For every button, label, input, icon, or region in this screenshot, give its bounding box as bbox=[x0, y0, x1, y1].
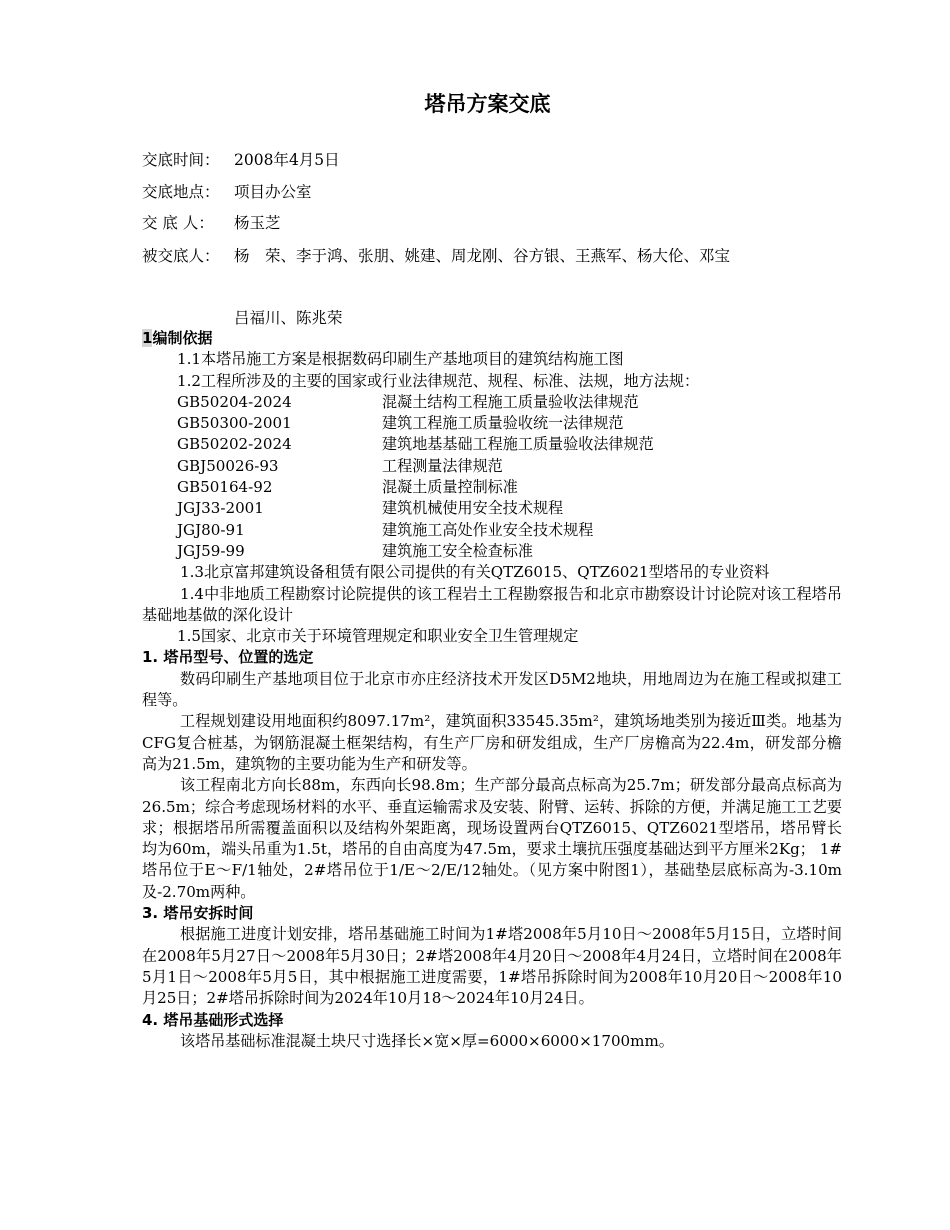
section-1-item-3: 1.3北京富邦建筑设备租赁有限公司提供的有关QTZ6015、QTZ6021型塔吊的专业资料 bbox=[180, 563, 770, 582]
section-1-number: 1 bbox=[142, 329, 153, 347]
section-1-item-2: 1.2工程所涉及的主要的国家或行业法律规范、规程、标准、法规，地方法规： bbox=[177, 371, 700, 390]
standard-code: GBJ50026-93 bbox=[177, 456, 279, 475]
standard-row bbox=[142, 456, 842, 477]
info-place-value: 项目办公室 bbox=[234, 183, 312, 201]
standard-code: GB50204-2024 bbox=[177, 392, 292, 411]
standard-name: 建筑工程施工质量验收统一法律规范 bbox=[382, 414, 624, 433]
section-2-heading: 1. 塔吊型号、位置的选定 bbox=[142, 648, 314, 667]
standard-row bbox=[142, 498, 842, 519]
section-1-item-1: 1.1本塔吊施工方案是根据数码印刷生产基地项目的建筑结构施工图 bbox=[177, 350, 624, 369]
standard-row bbox=[142, 392, 842, 413]
info-presenter bbox=[142, 211, 281, 233]
standard-code: GB50164-92 bbox=[177, 478, 273, 497]
standard-code: JGJ33-2001 bbox=[177, 499, 264, 518]
section-1-title: 编制依据 bbox=[152, 329, 213, 347]
section-1-heading bbox=[142, 328, 842, 349]
standard-row bbox=[142, 413, 842, 434]
standard-code: JGJ59-99 bbox=[177, 541, 245, 560]
document-title: 塔吊方案交底 bbox=[424, 92, 551, 116]
info-presenter-value: 杨玉芝 bbox=[234, 214, 281, 232]
info-presenter-label: 交 底 人： bbox=[142, 214, 214, 232]
standard-name: 建筑地基基础工程施工质量验收法律规范 bbox=[382, 435, 654, 454]
standard-row bbox=[142, 541, 842, 562]
standard-code: GB50202-2024 bbox=[177, 435, 292, 454]
standard-row bbox=[142, 520, 842, 541]
standard-row bbox=[142, 477, 842, 498]
section-4-paragraph-1: 该塔吊基础标准混凝土块尺寸选择长×宽×厚=6000×6000×1700mm。 bbox=[180, 1031, 674, 1050]
section-1-item-5: 1.5国家、北京市关于环境管理规定和职业安全卫生管理规定 bbox=[177, 627, 579, 646]
info-attendees-value: 杨 荣、李于鸿、张朋、姚建、周龙刚、谷方银、王燕军、杨大伦、邓宝 bbox=[234, 247, 731, 265]
section-3-paragraph-1: 根据施工进度计划安排，塔吊基础施工时间为1#塔2008年5月10日～2008年5月15日，立塔时间在2008年5月27日～2008年5月30日；2#塔2008年4月20日～2008年4月24日，立塔时间在2008年5月1日～2008年5月5日，其中根据施工进度需要，1#塔吊拆除时间为2008年10月20日～2008年10月25日；2#塔吊拆除时间为2024年10月18～2024年10月24日。 bbox=[142, 925, 842, 1008]
standard-row bbox=[142, 434, 842, 455]
info-attendees-value-2: 吕福川、陈兆荣 bbox=[234, 309, 343, 327]
standard-name: 建筑施工高处作业安全技术规程 bbox=[382, 520, 594, 539]
standard-name: 建筑施工安全检查标准 bbox=[382, 541, 533, 560]
standard-name: 建筑机械使用安全技术规程 bbox=[382, 499, 564, 518]
info-attendees-label: 被交底人： bbox=[142, 247, 220, 265]
section-1-item-4: 1.4中非地质工程勘察讨论院提供的该工程岩土工程勘察报告和北京市勘察设计讨论院对该工程塔吊基础地基做的深化设计 bbox=[142, 584, 842, 624]
standard-code: GB50300-2001 bbox=[177, 414, 292, 433]
standard-name: 工程测量法律规范 bbox=[382, 456, 503, 475]
standard-name: 混凝土质量控制标准 bbox=[382, 478, 518, 497]
info-place-label: 交底地点： bbox=[142, 183, 220, 201]
section-4-heading: 4. 塔吊基础形式选择 bbox=[142, 1010, 284, 1029]
info-place bbox=[142, 180, 312, 202]
section-2-paragraph-2: 工程规划建设用地面积约8097.17m²，建筑面积33545.35m²，建筑场地类别为接近Ⅲ类。地基为CFG复合桩基，为钢筋混凝土框架结构，有生产厂房和研发组成，生产厂房檐高为22.4m，研发部分檐高为21.5m，建筑物的主要功能为生产和研发等。 bbox=[142, 712, 842, 773]
info-time-label: 交底时间： bbox=[142, 151, 220, 169]
standard-name: 混凝土结构工程施工质量验收法律规范 bbox=[382, 392, 639, 411]
section-2-paragraph-1: 数码印刷生产基地项目位于北京市亦庄经济技术开发区D5M2地块，用地周边为在施工程或拟建工程等。 bbox=[142, 669, 842, 710]
info-time bbox=[142, 148, 340, 170]
standard-code: JGJ80-91 bbox=[177, 520, 245, 539]
info-time-value: 2008年4月5日 bbox=[234, 151, 340, 169]
document-body bbox=[142, 328, 842, 1052]
section-3-heading: 3. 塔吊安拆时间 bbox=[142, 904, 254, 923]
section-2-paragraph-3: 该工程南北方向长88m，东西向长98.8m；生产部分最高点标高为25.7m；研发部分最高点标高为26.5m；综合考虑现场材料的水平、垂直运输需求及安装、附臂、运转、拆除的方便，并满足施工工艺要求；根据塔吊所需覆盖面积以及结构外架距离，现场设置两台QTZ6015、QTZ6021型塔吊，塔吊臂长均为60m，端头吊重为1.5t，塔吊的自由高度为47.5m，要求土壤抗压强度基础达到平方厘米2Kg； 1#塔吊位于E～F/1轴处，2#塔吊位于1/E～2/E/12轴处。（见方案中附图1），基础垫层底标高为-3.10m及-2.70m两种。 bbox=[142, 776, 842, 901]
